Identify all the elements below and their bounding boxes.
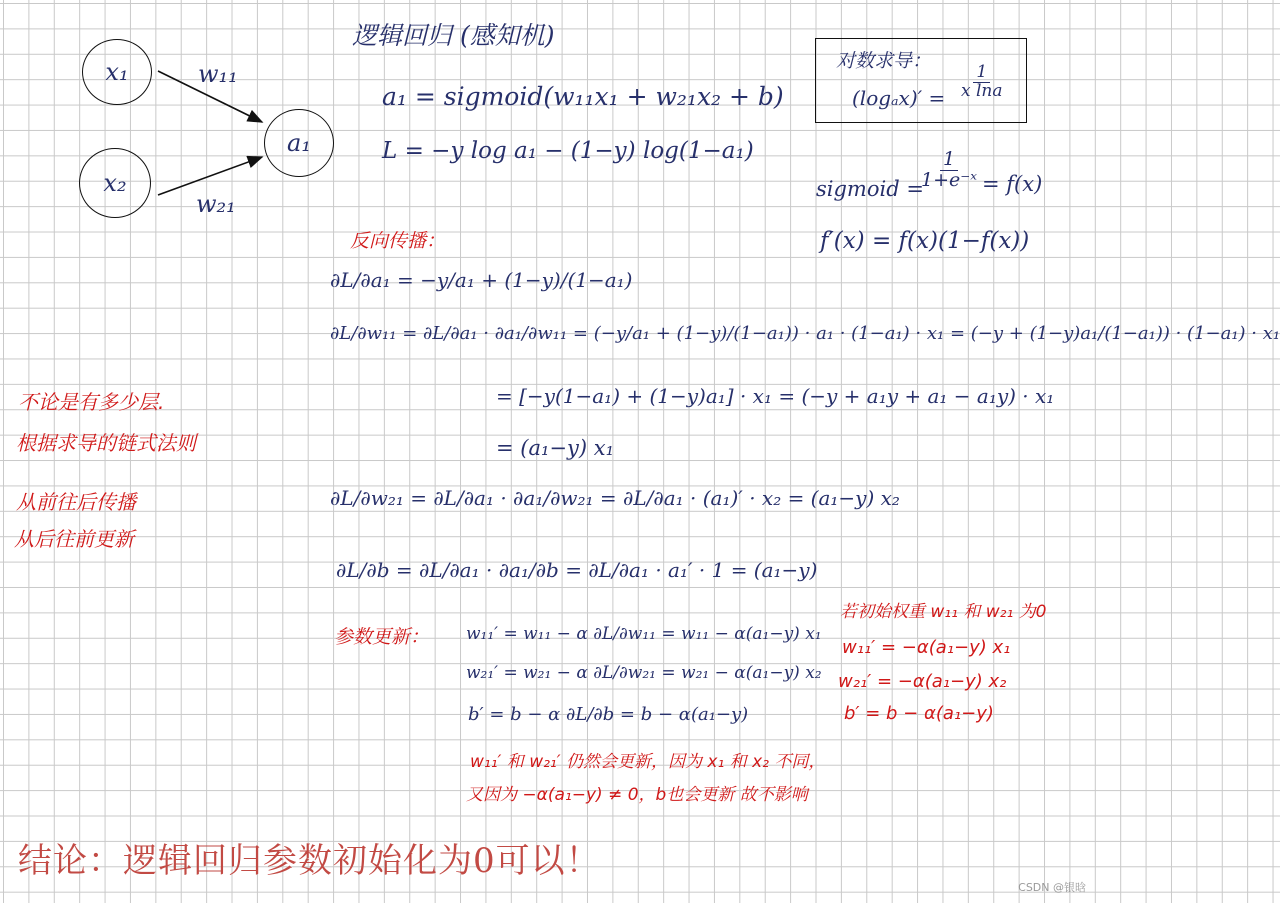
network-diagram: [0, 0, 380, 230]
node-a1: a₁: [264, 109, 334, 177]
log-derivative-lhs: (logₐx)′ =: [852, 86, 946, 110]
init-zero-w21: w₂₁′ = −α(a₁−y) x₂: [838, 671, 1007, 692]
backprop-eq-dL-dw21: ∂L/∂w₂₁ = ∂L/∂a₁ · ∂a₁/∂w₂₁ = ∂L/∂a₁ · (a₁)′ · x₂ = (a₁−y) x₂: [330, 486, 900, 510]
log-derivative-denominator: x lna: [961, 80, 1003, 101]
backprop-eq-expand: = [−y(1−a₁) + (1−y)a₁] · x₁ = (−y + a₁y + a₁ − a₁y) · x₁: [496, 384, 1055, 408]
sigmoid-lhs: sigmoid =: [816, 177, 924, 201]
sigmoid-denominator: 1+e⁻ˣ: [921, 168, 978, 191]
backprop-eq-dL-db: ∂L/∂b = ∂L/∂a₁ · ∂a₁/∂b = ∂L/∂a₁ · a₁′ · 1 = (a₁−y): [336, 558, 818, 582]
remark-line-1: w₁₁′ 和 w₂₁′ 仍然会更新，因为 x₁ 和 x₂ 不同，: [470, 752, 826, 772]
sigmoid-numerator: 1: [940, 150, 958, 171]
sigmoid-rhs: = f(x): [982, 172, 1043, 196]
side-note-4: 从后往前更新: [14, 527, 134, 551]
node-x2: x₂: [79, 148, 151, 218]
log-derivative-numerator: 1: [973, 64, 990, 83]
backprop-eq-dL-dw11: ∂L/∂w₁₁ = ∂L/∂a₁ · ∂a₁/∂w₁₁ = (−y/a₁ + (1−y)/(1−a₁)) · a₁ · (1−a₁) · x₁ = (−y + (1−y)a₁/(1−a₁)) · (1−a₁) · x₁: [330, 323, 1280, 344]
page-title: 逻辑回归 (感知机): [352, 21, 555, 50]
conclusion-text: 结论：逻辑回归参数初始化为0可以！: [18, 841, 601, 881]
node-x1: x₁: [82, 39, 152, 105]
init-zero-w11: w₁₁′ = −α(a₁−y) x₁: [842, 637, 1011, 658]
sigmoid-derivative: f′(x) = f(x)(1−f(x)): [820, 228, 1030, 254]
side-note-1: 不论是有多少层.: [18, 390, 165, 414]
backprop-heading: 反向传播：: [350, 230, 446, 252]
update-w11: w₁₁′ = w₁₁ − α ∂L/∂w₁₁ = w₁₁ − α(a₁−y) x₁: [466, 624, 822, 644]
backprop-eq-dL-da1: ∂L/∂a₁ = −y/a₁ + (1−y)/(1−a₁): [330, 268, 633, 292]
csdn-watermark: CSDN @银晗: [1018, 881, 1086, 894]
init-zero-heading: 若初始权重 w₁₁ 和 w₂₁ 为0: [840, 602, 1047, 622]
update-heading: 参数更新：: [334, 626, 430, 648]
sigmoid-fraction: [918, 150, 980, 191]
remark-line-2: 又因为 −α(a₁−y) ≠ 0，b也会更新 故不影响: [466, 785, 808, 805]
side-note-3: 从前往后传播: [16, 490, 136, 514]
update-w21: w₂₁′ = w₂₁ − α ∂L/∂w₂₁ = w₂₁ − α(a₁−y) x₂: [466, 663, 822, 683]
forward-a1-equation: a₁ = sigmoid(w₁₁x₁ + w₂₁x₂ + b): [382, 82, 784, 111]
loss-equation: L = −y log a₁ − (1−y) log(1−a₁): [382, 138, 754, 164]
log-derivative-heading: 对数求导：: [836, 50, 932, 72]
backprop-eq-result-w11: = (a₁−y) x₁: [496, 436, 614, 460]
init-zero-b: b′ = b − α(a₁−y): [844, 703, 994, 724]
edge-label-w11: w₁₁: [198, 60, 238, 88]
edge-label-w21: w₂₁: [196, 190, 236, 218]
update-b: b′ = b − α ∂L/∂b = b − α(a₁−y): [468, 704, 749, 725]
log-derivative-fraction: [958, 64, 1006, 101]
side-note-2: 根据求导的链式法则: [16, 431, 196, 455]
